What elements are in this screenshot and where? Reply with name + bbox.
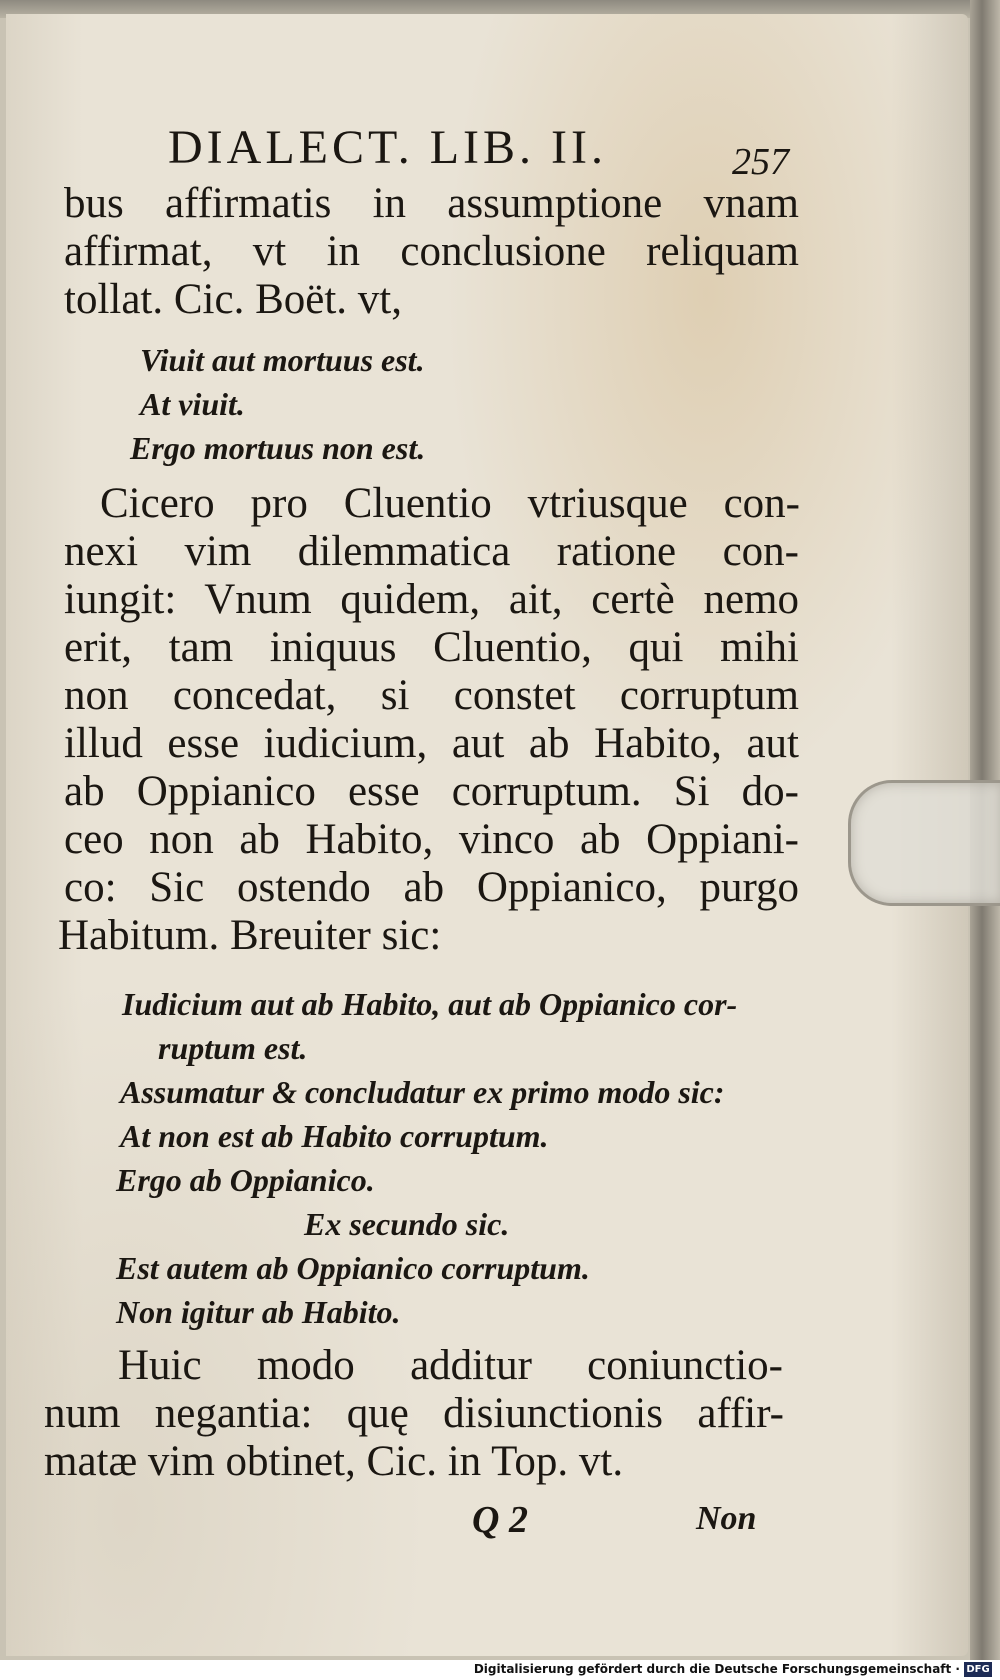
text-line: Cicero pro Cluentio vtriusque con- bbox=[100, 480, 800, 527]
example-line: At viuit. bbox=[140, 386, 245, 422]
text-line: ab Oppianico esse corruptum. Si do- bbox=[64, 768, 799, 815]
running-head: DIALECT. LIB. II. bbox=[168, 121, 608, 174]
text-line: non concedat, si constet corruptum bbox=[64, 672, 799, 719]
example-line: Ergo mortuus non est. bbox=[130, 430, 426, 466]
example-line: Est autem ab Oppianico corruptum. bbox=[116, 1250, 590, 1286]
text-line: nexi vim dilemmatica ratione con- bbox=[64, 528, 799, 575]
text-line: iungit: Vnum quidem, ait, certè nemo bbox=[64, 576, 799, 623]
example-line: At non est ab Habito corruptum. bbox=[120, 1118, 549, 1154]
page-number: 257 bbox=[732, 141, 789, 183]
text-line: Habitum. Breuiter sic: bbox=[58, 912, 442, 959]
text-line: co: Sic ostendo ab Oppianico, purgo bbox=[64, 864, 799, 911]
text-line: tollat. Cic. Boët. vt, bbox=[64, 276, 402, 323]
example-line: Iudicium aut ab Habito, aut ab Oppianico cor- bbox=[122, 986, 738, 1022]
example-line: Assumatur & concludatur ex primo modo sic: bbox=[120, 1074, 725, 1110]
text-line: matæ vim obtinet, Cic. in Top. vt. bbox=[44, 1438, 624, 1485]
dfg-logo: DFG bbox=[964, 1662, 992, 1677]
example-line: Non igitur ab Habito. bbox=[116, 1294, 401, 1330]
digitization-credit: Digitalisierung gefördert durch die Deutsche Forschungsgemeinschaft · bbox=[473, 1662, 960, 1676]
example-line: Ex secundo sic. bbox=[304, 1206, 510, 1242]
text-line: erit, tam iniquus Cluentio, qui mihi bbox=[64, 624, 799, 671]
text-line: affirmat, vt in conclusione reliquam bbox=[64, 228, 799, 275]
example-line: Viuit aut mortuus est. bbox=[140, 342, 425, 378]
catchword: Non bbox=[696, 1500, 757, 1537]
text-line: ceo non ab Habito, vinco ab Oppiani- bbox=[64, 816, 799, 863]
text-line: num negantia: quę disiunctionis affir- bbox=[44, 1390, 784, 1437]
text-line: bus affirmatis in assumptione vnam bbox=[64, 180, 799, 227]
signature-mark: Q 2 bbox=[472, 1499, 528, 1541]
text-line: illud esse iudicium, aut ab Habito, aut bbox=[64, 720, 799, 767]
example-line: ruptum est. bbox=[158, 1030, 308, 1066]
text-line: Huic modo additur coniunctio- bbox=[118, 1342, 783, 1389]
example-line: Ergo ab Oppianico. bbox=[116, 1162, 375, 1198]
